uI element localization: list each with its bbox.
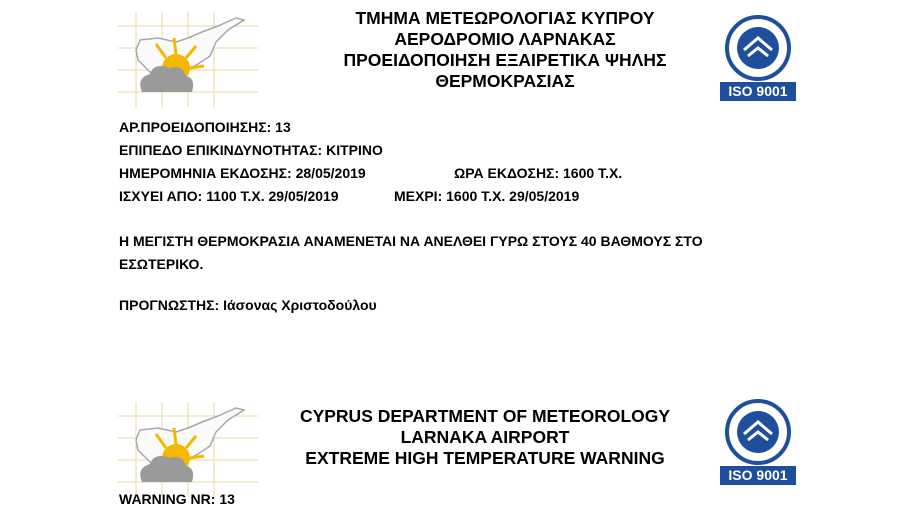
issue-time-value: 1600 Τ.Χ. — [563, 165, 623, 181]
issue-time-row — [454, 165, 622, 181]
valid-from-label: ΙΣΧΥΕΙ ΑΠΟ: — [119, 188, 203, 204]
danger-level-label: ΕΠΙΠΕΔΟ ΕΠΙΚΙΝΔΥΝΟΤΗΤΑΣ: — [119, 142, 323, 158]
iso-badge-en — [712, 398, 804, 488]
issue-time-label: ΩΡΑ ΕΚΔΟΣΗΣ: — [454, 165, 560, 181]
greek-header — [300, 8, 710, 92]
forecaster-row — [119, 297, 377, 313]
en-header-line-3: EXTREME HIGH TEMPERATURE WARNING — [305, 448, 665, 468]
en-warning-number-value: 13 — [219, 491, 235, 507]
iso-cert-text-en: ISO 9001 — [728, 467, 788, 483]
forecaster-label: ΠΡΟΓΝΩΣΤΗΣ: — [119, 297, 220, 313]
header-line-1: ΤΜΗΜΑ ΜΕΤΕΩΡΟΛΟΓΙΑΣ ΚΥΠΡΟΥ — [355, 8, 655, 28]
header-line-3: ΠΡΟΕΙΔΟΠΟΙΗΣΗ ΕΞΑΙΡΕΤΙΚΑ ΨΗΛΗΣ — [343, 50, 667, 70]
message-line-1: Η ΜΕΓΙΣΤΗ ΘΕΡΜΟΚΡΑΣΙΑ ΑΝΑΜΕΝΕΤΑΙ ΝΑ ΑΝΕΛΘΕΙ ΓΥΡΩ ΣΤΟΥΣ 40 ΒΑΘΜΟΥΣ ΣΤΟ — [119, 233, 703, 249]
valid-to-value: 1600 Τ.Χ. 29/05/2019 — [446, 188, 580, 204]
en-warning-number-row — [119, 491, 235, 507]
message-line-2: ΕΣΩΤΕΡΙΚΟ. — [119, 256, 204, 272]
en-header-line-2: LARNAKA AIRPORT — [400, 427, 570, 447]
cyprus-weather-logo-en — [118, 402, 258, 497]
warning-number-value: 13 — [275, 119, 291, 135]
valid-to-row — [394, 188, 579, 204]
valid-from-row — [119, 188, 339, 204]
issue-date-row — [119, 165, 366, 181]
iso-badge — [712, 14, 804, 104]
forecaster-value: Ιάσονας Χριστοδούλου — [223, 297, 377, 313]
english-header — [275, 406, 695, 469]
danger-level-value: ΚΙΤΡΙΝΟ — [326, 142, 383, 158]
header-line-2: ΑΕΡΟΔΡΟΜΙΟ ΛΑΡΝΑΚΑΣ — [394, 29, 616, 49]
cyprus-weather-logo — [118, 12, 258, 107]
valid-from-value: 1100 Τ.Χ. 29/05/2019 — [206, 188, 339, 204]
warning-number-row — [119, 119, 291, 135]
issue-date-value: 28/05/2019 — [295, 165, 366, 181]
danger-level-row — [119, 142, 383, 158]
valid-to-label: ΜΕΧΡΙ: — [394, 188, 443, 204]
header-line-4: ΘΕΡΜΟΚΡΑΣΙΑΣ — [435, 71, 575, 91]
iso-cert-text: ISO 9001 — [728, 83, 788, 99]
warning-number-label: ΑΡ.ΠΡΟΕΙΔΟΠΟΙΗΣΗΣ: — [119, 119, 272, 135]
en-warning-number-label: WARNING NR: — [119, 491, 216, 507]
issue-date-label: ΗΜΕΡΟΜΗΝΙΑ ΕΚΔΟΣΗΣ: — [119, 165, 292, 181]
en-header-line-1: CYPRUS DEPARTMENT OF METEOROLOGY — [299, 406, 671, 426]
